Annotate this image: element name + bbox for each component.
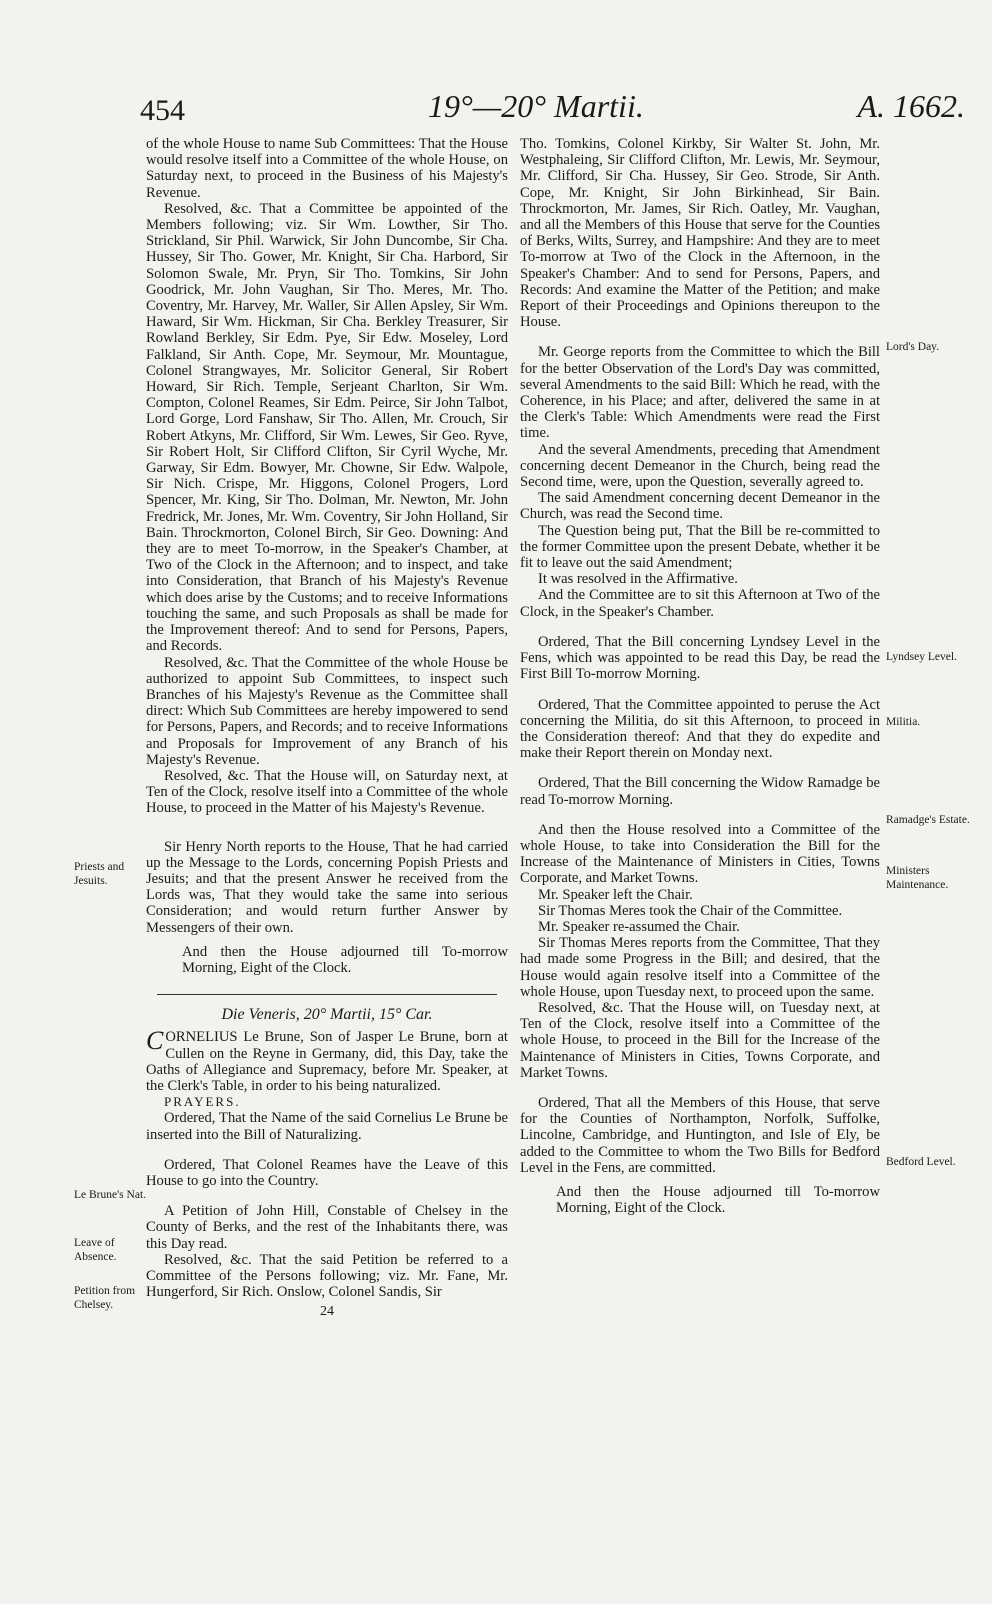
adjournment: And then the House adjourned till To-morrow Morning, Eight of the Clock. [556,1183,880,1217]
paragraph: And the Committee are to sit this Afternoon at Two of the Clock, in the Speaker's Chamber. [520,587,880,620]
paragraph: Ordered, That the Bill concerning the Widow Ramadge be read To-morrow Morning. [520,775,880,808]
drop-capital: C [146,1026,164,1056]
header-year: A. 1662. [857,88,965,124]
day-heading: Die Veneris, 20° Martii, 15° Car. [221,1006,433,1024]
margin-note-bedford: Bedford Level. [886,1156,956,1168]
paragraph: And then the House resolved into a Committee of the whole House, to take into Consideration the Bill for the Increase of the Maintenance of Ministers in Cities, Towns Corporate, and Market Towns. [520,821,880,887]
paragraph: Mr. Speaker re-assumed the Chair. [538,918,740,935]
paragraph: Sir Thomas Meres took the Chair of the Committee. [538,902,843,919]
paragraph: Sir Henry North reports to the House, That he had carried up the Message to the Lords, concerning Popish Priests and Jesuits; and that the present Answer he received from the Lords was, That they would take the same into serious Consideration; and would return further Answer by Messengers of their own. [146,838,508,936]
paragraph: Ordered, That the Committee appointed to peruse the Act concerning the Militia, do sit this Afternoon, to proceed in the Consideration thereof: And that they do expedite and make their Report therein on Monday next. [520,696,880,762]
paragraph: Ordered, That the Name of the said Cornelius Le Brune be inserted into the Bill of Naturalizing. [146,1110,508,1143]
section-divider [157,994,497,995]
paragraph: Resolved, &c. That the House will, on Tuesday next, at Ten of the Clock, resolve itself into a Committee of the whole House, to proceed in the Bill for the Increase of the Maintenance of Ministers in Cities, Towns Corporate, and Market Towns. [520,999,880,1081]
margin-note-leave: Leave of Absence. [74,1237,117,1263]
right-column [520,136,880,1216]
prayers-heading: PRAYERS. [164,1094,241,1110]
margin-note-lebrune: Le Brune's Nat. [74,1189,147,1201]
paragraph: CORNELIUS Le Brune, Son of Jasper Le Brune, born at Cullen on the Reyne in Germany, did, this Day, take the Oaths of Allegiance and Supremacy, before Mr. Speaker, at the Clerk's Table, in order to his being naturalized. [146,1026,508,1094]
margin-note-lyndsey: Lyndsey Level. [886,651,957,663]
page-number: 454 [140,94,185,127]
paragraph: Resolved, &c. That the House will, on Saturday next, at Ten of the Clock, resolve itself into a Committee of the whole House, to proceed in the Matter of his Majesty's Revenue. [146,767,508,817]
margin-note-ministers: Ministers Maintenance. [886,865,949,891]
margin-note-ramadge: Ramadge's Estate. [886,814,970,826]
margin-note-lordsday: Lord's Day. [886,341,940,353]
paragraph: Tho. Tomkins, Colonel Kirkby, Sir Walter St. John, Mr. Westphaleing, Sir Clifford Clifton, Mr. Lewis, Mr. Seymour, Mr. Clifford, Sir Cha. Hussey, Sir Geo. Strode, Sir Anth. Cope, Mr. Knight, Sir John Birkinhead, Sir Bain. Throckmorton, Mr. James, Sir Rich. Oatley, Mr. Vaughan, and all the Members of this House that serve for the Counties of Berks, Wilts, Surrey, and Hampshire: And they are to meet To-morrow at Two of the Clock in the Afternoon, in the Speaker's Chamber: And to send for Persons, Papers, and Records: And examine the Matter of the Petition; and make Report of their Proceedings and Opinions thereupon to the House. [520,136,880,331]
margin-note-priests: Priests and Jesuits. [74,861,125,887]
paragraph: Sir Thomas Meres reports from the Committee, That they had made some Progress in the Bill; and desired, that the House would again resolve itself into a Committee of the whole House, upon Tuesday next, to proceed upon the same. [520,935,880,1000]
paragraph: Resolved, &c. That a Committee be appointed of the Members following; viz. Sir Wm. Lowther, Sir Tho. Strickland, Sir Phil. Warwick, Sir John Duncombe, Sir Cha. Hussey, Sir Tho. Gower, Mr. Knight, Sir Cha. Harbord, Sir Solomon Swale, Mr. Pryn, Sir Tho. Tomkins, Sir John Goodrick, Mr. John Vaughan, Sir Tho. Meres, Mr. Tho. Coventry, Mr. Harvey, Mr. Waller, Sir Allen Apsley, Sir Wm. Haward, Sir Wm. Hickman, Sir Cha. Berkley Treasurer, Sir Rowland Berkley, Sir Edm. Pye, Sir Edw. Moseley, Lord Falkland, Sir Anth. Cope, Mr. Seymour, Mr. Mountague, Colonel Strangwayes, Mr. Solicitor General, Sir Robert Howard, Sir Rich. Temple, Serjeant Charlton, Sir Wm. Compton, Colonel Reames, Sir Edm. Peirce, Sir John Talbot, Lord Gorge, Lord Fanshaw, Sir Tho. Allen, Mr. Crouch, Sir Robert Atkyns, Mr. Clifford, Sir Wm. Lewes, Sir Geo. Ryve, Sir Robert Holt, Sir Clifford Clifton, Sir Cyril Wyche, Mr. Garway, Sir Edm. Bowyer, Mr. Chowne, Sir Edw. Walpole, Sir Nich. Crispe, Mr. Higgons, Colonel Progers, Lord Spencer, Mr. King, Sir Tho. Dolman, Mr. Newton, Mr. John Fredrick, Mr. Jones, Mr. Wm. Coventry, Sir John Holland, Sir Bain. Throckmorton, Colonel Birch, Sir Geo. Downing: And they are to meet To-morrow, in the Speaker's Chamber, at Two of the Clock in the Afternoon; and to inspect, and take into Consideration, that Branch of his Majesty's Revenue which does arise by the Customs; and to receive Informations touching the same, and such Proposals as shall be made for the Improvement thereof: And to send for Persons, Papers, and Records. [146,200,508,655]
paragraph: And the several Amendments, preceding that Amendment concerning decent Demeanor in the Church, being read the Second time, were, upon the Question, severally agreed to. [520,441,880,491]
header-dates: 19°—20° Martii. [428,88,644,124]
margin-note-militia: Militia. [886,716,921,728]
paragraph: Ordered, That all the Members of this House, that serve for the Counties of Northampton, Norfolk, Suffolke, Lincolne, Cambridge, and Huntington, and Isle of Ely, be added to the Committee to whom the Two Bills for Bedford Level in the Fens, are committed. [520,1094,880,1176]
margin-note-petition: Petition from Chelsey. [74,1285,136,1311]
paragraph: of the whole House to name Sub Committees: That the House would resolve itself into a Committee of the whole House, on Saturday next, to proceed in the Business of his Majesty's Revenue. [146,136,508,201]
paragraph: Mr. Speaker left the Chair. [538,886,693,903]
left-column [146,136,508,1321]
paragraph: A Petition of John Hill, Constable of Chelsey in the County of Berks, and the rest of the Inhabitants there, was this Day read. [146,1203,508,1252]
paragraph: The said Amendment concerning decent Demeanor in the Church, was read the Second time. [520,490,880,523]
signature-mark: 24 [320,1304,334,1320]
page-header [140,82,965,132]
paragraph: Resolved, &c. That the said Petition be referred to a Committee of the Persons following; viz. Mr. Fane, Mr. Hungerford, Sir Rich. Onslow, Colonel Sandis, Sir [146,1251,508,1301]
paragraph: The Question being put, That the Bill be re-committed to the former Committee upon the present Debate, whether it be fit to leave out the said Amendment; [520,522,880,572]
paragraph: It was resolved in the Affirmative. [538,571,738,588]
paragraph: Resolved, &c. That the Committee of the whole House be authorized to appoint Sub Committees, to inspect such Branches of his Majesty's Revenue as the Committee shall direct: Which Sub Committees are hereby impowered to send for Persons, Papers, and Records; and to receive Informations and Proposals for Improvement of any Branch of his Majesty's Revenue. [146,654,508,768]
paragraph: Mr. George reports from the Committee to which the Bill for the better Observation of the Lord's Day was committed, several Amendments to the said Bill: Which he read, with the Coherence, in his Place; and after, delivered the same in at the Clerk's Table: Which Amendments were read the First time. [520,344,880,442]
paragraph: Ordered, That the Bill concerning Lyndsey Level in the Fens, which was appointed to be read this Day, be read the First Bill To-morrow Morning. [520,633,880,683]
adjournment: And then the House adjourned till To-morrow Morning, Eight of the Clock. [182,943,508,976]
paragraph: Ordered, That Colonel Reames have the Leave of this House to go into the Country. [146,1156,508,1189]
